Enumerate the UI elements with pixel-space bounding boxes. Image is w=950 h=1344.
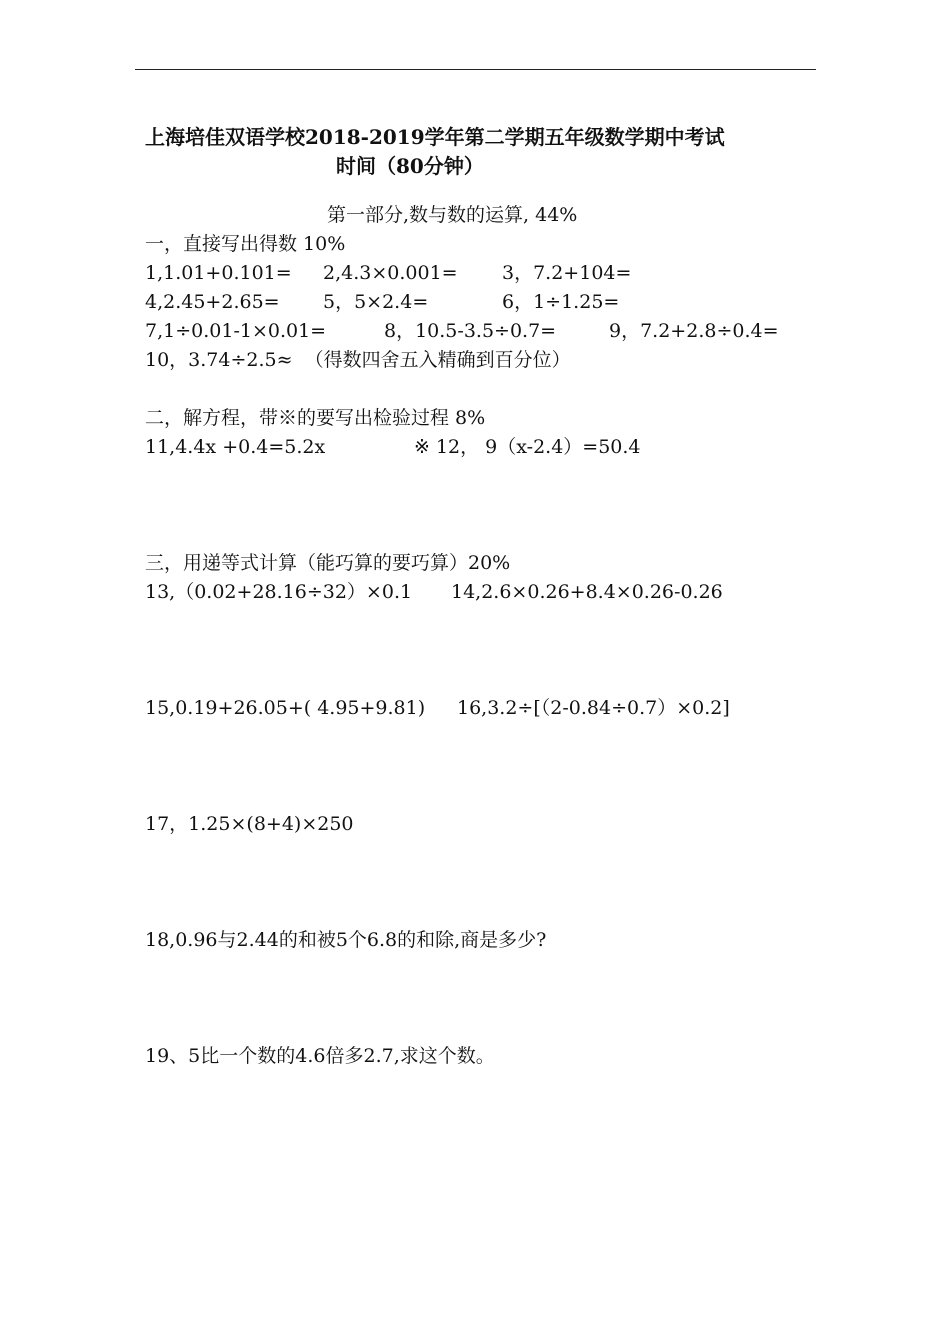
question-14: 14,2.6×0.26+8.4×0.26-0.26 <box>451 581 723 603</box>
question-10: 10，3.74÷2.5≈ （得数四舍五入精确到百分位） <box>145 349 571 371</box>
question-2: 2,4.3×0.001= <box>323 262 458 284</box>
question-16: 16,3.2÷[（2-0.84÷0.7）×0.2] <box>457 697 730 719</box>
section1-heading: 一，直接写出得数 10% <box>145 233 346 255</box>
question-13: 13,（0.02+28.16÷32）×0.1 <box>145 581 413 603</box>
section2-heading: 二，解方程，带※的要写出检验过程 8% <box>145 407 486 429</box>
question-6: 6，1÷1.25= <box>502 291 620 313</box>
question-9: 9，7.2+2.8÷0.4= <box>609 320 779 342</box>
part-heading: 第一部分,数与数的运算, 44% <box>327 204 578 226</box>
exam-duration: 时间（80分钟） <box>336 154 484 178</box>
question-1: 1,1.01+0.101= <box>145 262 292 284</box>
question-15: 15,0.19+26.05+( 4.95+9.81) <box>145 697 426 719</box>
exam-title: 上海培佳双语学校2018-2019学年第二学期五年级数学期中考试 <box>145 125 725 149</box>
question-19: 19、5比一个数的4.6倍多2.7,求这个数。 <box>145 1045 495 1067</box>
question-3: 3，7.2+104= <box>502 262 632 284</box>
question-17: 17，1.25×(8+4)×250 <box>145 813 354 835</box>
question-5: 5，5×2.4= <box>323 291 429 313</box>
question-11: 11,4.4x +0.4=5.2x <box>145 436 326 458</box>
question-8: 8，10.5-3.5÷0.7= <box>384 320 557 342</box>
header-rule <box>135 69 816 70</box>
section3-heading: 三，用递等式计算（能巧算的要巧算）20% <box>145 552 511 574</box>
question-4: 4,2.45+2.65= <box>145 291 280 313</box>
question-7: 7,1÷0.01-1×0.01= <box>145 320 327 342</box>
question-18: 18,0.96与2.44的和被5个6.8的和除,商是多少? <box>145 929 547 951</box>
question-12: ※ 12， 9（x-2.4）=50.4 <box>414 436 641 458</box>
